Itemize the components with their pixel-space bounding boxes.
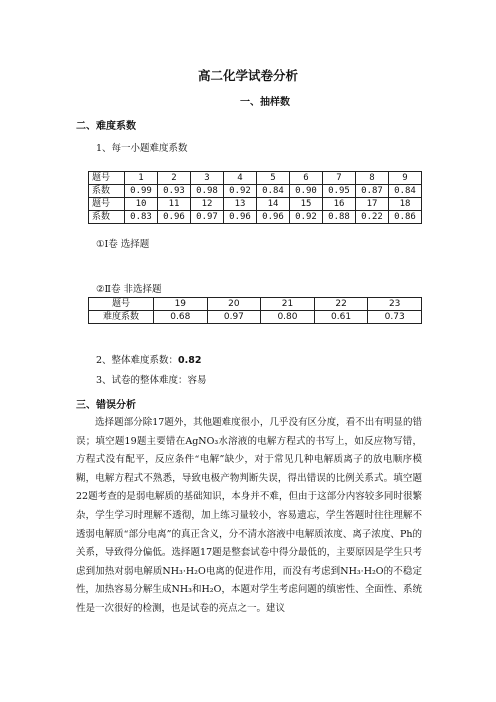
difficulty-table-part2 bbox=[88, 297, 422, 324]
overall-difficulty bbox=[96, 352, 202, 366]
table2-cell: 20 bbox=[207, 298, 261, 311]
table2-cell: 难度系数 bbox=[89, 311, 154, 324]
table2-cell: 0.73 bbox=[368, 311, 422, 324]
table1-cell: 11 bbox=[158, 198, 191, 211]
subsection-per-question: 1、每一小题难度系数 bbox=[96, 143, 188, 154]
table1-cell: 9 bbox=[389, 172, 422, 185]
table1-cell: 0.96 bbox=[224, 211, 257, 224]
table1-cell: 1 bbox=[125, 172, 158, 185]
page-title: 高二化学试卷分析 bbox=[197, 68, 298, 83]
table1-cell: 0.22 bbox=[356, 211, 389, 224]
table2-cell: 题号 bbox=[89, 298, 154, 311]
table2-cell: 22 bbox=[314, 298, 368, 311]
table1-cell: 0.88 bbox=[323, 211, 356, 224]
table1-cell: 0.83 bbox=[125, 211, 158, 224]
table1-cell: 2 bbox=[158, 172, 191, 185]
table1-cell: 0.92 bbox=[290, 211, 323, 224]
table1-cell: 15 bbox=[290, 198, 323, 211]
table1-cell: 0.84 bbox=[389, 185, 422, 198]
part1-label: ①Ⅰ卷 选择题 bbox=[96, 239, 150, 250]
part2-label: ②Ⅱ卷 非选择题 bbox=[96, 284, 162, 295]
table1-cell: 系数 bbox=[89, 211, 125, 224]
table1-cell: 0.90 bbox=[290, 185, 323, 198]
table1-cell: 7 bbox=[323, 172, 356, 185]
table1-cell: 0.95 bbox=[323, 185, 356, 198]
table1-cell: 16 bbox=[323, 198, 356, 211]
table2-cell: 19 bbox=[154, 298, 208, 311]
overall-difficulty-label: 2、整体难度系数： bbox=[96, 355, 179, 366]
section-difficulty-heading: 二、难度系数 bbox=[76, 121, 136, 132]
table1-row bbox=[89, 185, 422, 198]
table2-cell: 0.97 bbox=[207, 311, 261, 324]
table1-cell: 0.96 bbox=[158, 211, 191, 224]
table1-row bbox=[89, 172, 422, 185]
section-error-analysis-heading: 三、错误分析 bbox=[76, 400, 136, 411]
table2-row bbox=[89, 298, 422, 311]
table1-cell: 4 bbox=[224, 172, 257, 185]
table1-cell: 0.98 bbox=[191, 185, 224, 198]
table2-cell: 0.68 bbox=[154, 311, 208, 324]
table1-cell: 0.87 bbox=[356, 185, 389, 198]
error-analysis-paragraph bbox=[76, 414, 422, 619]
table2-cell: 23 bbox=[368, 298, 422, 311]
table1-cell: 8 bbox=[356, 172, 389, 185]
section-sampling-heading: 一、抽样数 bbox=[240, 97, 290, 108]
overall-difficulty-value: 0.82 bbox=[178, 355, 202, 366]
table2-cell: 21 bbox=[261, 298, 315, 311]
table1-cell: 13 bbox=[224, 198, 257, 211]
table2-cell: 0.61 bbox=[314, 311, 368, 324]
table1-row bbox=[89, 211, 422, 224]
table1-cell: 17 bbox=[356, 198, 389, 211]
table1-cell: 题号 bbox=[89, 172, 125, 185]
table2-cell: 0.80 bbox=[261, 311, 315, 324]
table1-cell: 题号 bbox=[89, 198, 125, 211]
table1-cell: 0.99 bbox=[125, 185, 158, 198]
table1-cell: 3 bbox=[191, 172, 224, 185]
table1-cell: 0.86 bbox=[389, 211, 422, 224]
table1-cell: 18 bbox=[389, 198, 422, 211]
difficulty-table-part1 bbox=[88, 171, 422, 224]
table1-cell: 6 bbox=[290, 172, 323, 185]
table1-cell: 0.97 bbox=[191, 211, 224, 224]
error-analysis-text: 选择题部分除17题外，其他题难度很小，几乎没有区分度，看不出有明显的错误；填空题19题主要错在AgNO₃水溶液的电解方程式的书写上，如反应物写错，方程式没有配平，反应条件“电解”缺少，对于常见几种电解质离子的放电顺序模糊，电解方程式不熟悉，导致电极产物判断失误，得出错误的比例关系式。填空题22题考查的是弱电解质的基础知识，本身并不难，但由于这部分内容较多同时很繁杂，学生学习时理解不透彻，加上练习量较小，容易遗忘，学生答题时往往理解不透弱电解质“部分电离”的真正含义，分不清水溶液中电解质浓度、离子浓度、Ph的关系，导致得分偏低。选择题17题是整套试卷中得分最低的，主要原因是学生只考虑到加热对弱电解质NH₃·H₂O电离的促进作用，而没有考虑到NH₃·H₂O的不稳定性，加热容易分解生成NH₃和H₂O，本题对学生考虑问题的缜密性、全面性、系统性是一次很好的检测，也是试卷的亮点之一。建议 bbox=[76, 417, 422, 614]
table1-cell: 系数 bbox=[89, 185, 125, 198]
table1-cell: 10 bbox=[125, 198, 158, 211]
table1-row bbox=[89, 198, 422, 211]
table1-cell: 0.93 bbox=[158, 185, 191, 198]
table1-cell: 14 bbox=[257, 198, 290, 211]
table1-cell: 0.92 bbox=[224, 185, 257, 198]
table1-cell: 12 bbox=[191, 198, 224, 211]
table1-cell: 0.96 bbox=[257, 211, 290, 224]
table2-row bbox=[89, 311, 422, 324]
whole-difficulty: 3、试卷的整体难度：容易 bbox=[96, 375, 207, 386]
table1-cell: 5 bbox=[257, 172, 290, 185]
table1-cell: 0.84 bbox=[257, 185, 290, 198]
